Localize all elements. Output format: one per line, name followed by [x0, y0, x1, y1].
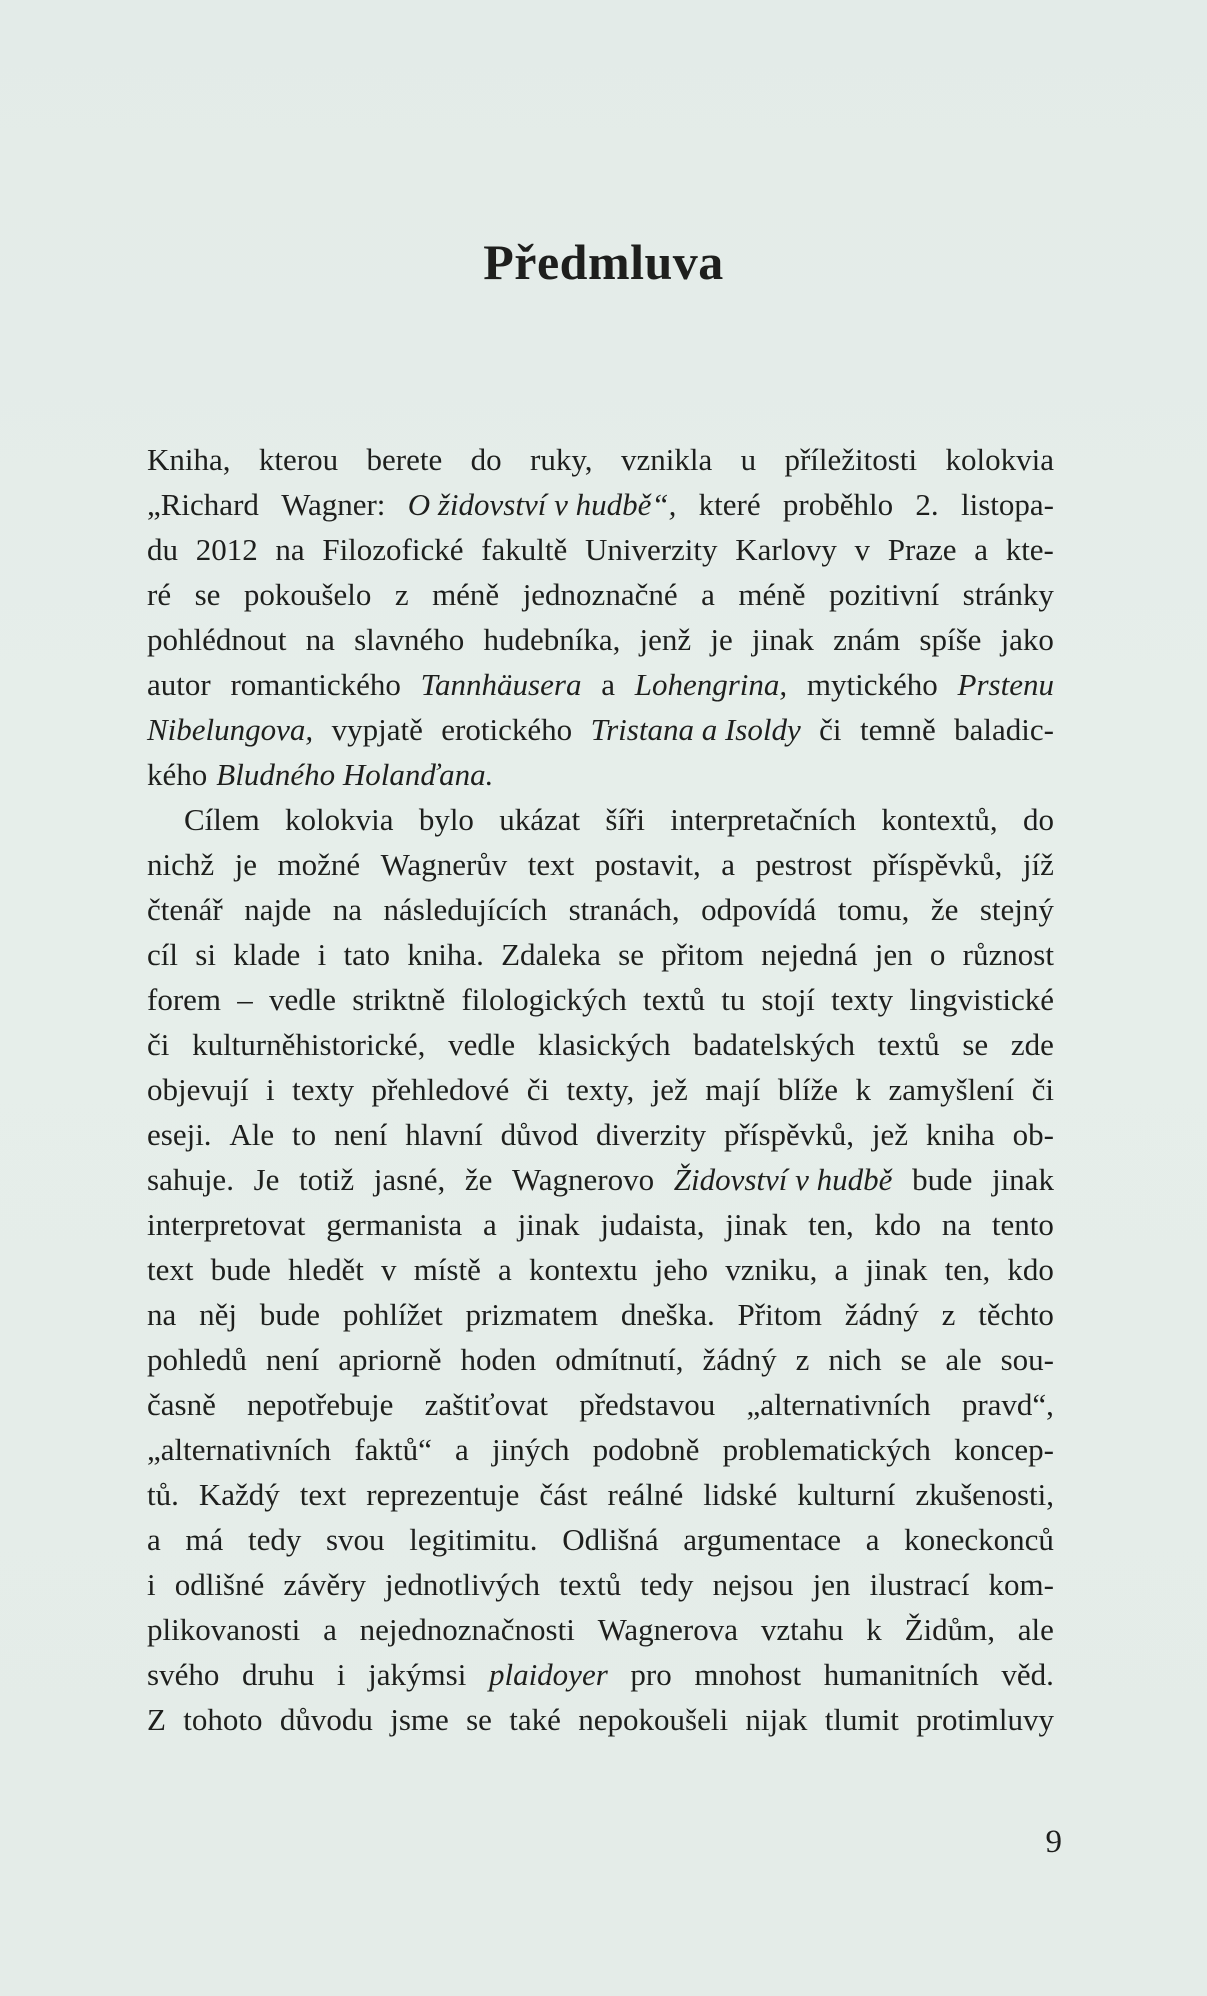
text-line	[147, 977, 1054, 1022]
word: i	[336, 1657, 346, 1692]
word: kulturní	[797, 1477, 896, 1512]
text-line	[147, 1382, 1054, 1427]
word: podobně	[592, 1432, 700, 1467]
word: následujících	[383, 892, 548, 927]
word: O židovství v hudbě“,	[407, 487, 677, 522]
word: spíše	[919, 622, 982, 657]
word: erotického	[441, 712, 573, 747]
word: na	[275, 532, 305, 567]
word: apriorně	[338, 1342, 442, 1377]
word: odpovídá	[701, 892, 817, 927]
word: totiž	[299, 1162, 355, 1197]
text-line	[147, 1292, 1054, 1337]
word: filologických	[461, 982, 627, 1017]
word: tohoto	[183, 1702, 263, 1737]
word: pro	[630, 1657, 672, 1692]
word: hoden	[460, 1342, 537, 1377]
word: o	[929, 937, 946, 972]
text-line	[147, 797, 1054, 842]
word: kontextu	[528, 1252, 638, 1287]
word: jiných	[491, 1432, 570, 1467]
word: jako	[1000, 622, 1054, 657]
word: není	[334, 1117, 388, 1152]
text-line	[147, 1337, 1054, 1382]
text-line	[147, 1427, 1054, 1472]
word: jen	[812, 1567, 851, 1602]
word: interpretačních	[670, 802, 857, 837]
word: text	[147, 1252, 194, 1287]
word: klasických	[537, 1027, 671, 1062]
word: –	[237, 982, 253, 1017]
text-line	[147, 572, 1054, 617]
word: problematických	[722, 1432, 931, 1467]
word: tů.	[147, 1477, 179, 1512]
word: jež	[651, 1072, 688, 1107]
text-line	[147, 707, 1054, 752]
word: zaštiťovat	[424, 1387, 549, 1422]
word: berete	[366, 442, 443, 477]
word: z	[394, 577, 409, 612]
word: Prstenu	[957, 667, 1054, 702]
word: diverzity	[595, 1117, 707, 1152]
word: má	[185, 1522, 224, 1557]
word: čtenář	[147, 892, 223, 927]
word: které	[698, 487, 761, 522]
text-line	[147, 1022, 1054, 1067]
word: kontextů,	[881, 802, 998, 837]
word: ukázat	[499, 802, 581, 837]
word: textů	[559, 1567, 622, 1602]
word: cíl	[147, 937, 178, 972]
word: si	[195, 937, 216, 972]
word: kdo	[1007, 1252, 1054, 1287]
word: i	[266, 1072, 275, 1107]
word: nejednoznačnosti	[359, 1612, 575, 1647]
word: mnohost	[694, 1657, 802, 1692]
word: sou-	[1000, 1342, 1054, 1377]
word: svého	[147, 1657, 220, 1692]
word: něj	[199, 1297, 237, 1332]
word: texty	[831, 982, 894, 1017]
word: kolokvia	[285, 802, 394, 837]
word: autor	[147, 667, 211, 702]
word: legitimitu.	[409, 1522, 538, 1557]
word: bude	[210, 1252, 271, 1287]
word: nepokoušeli	[578, 1702, 729, 1737]
word: stojí	[761, 982, 815, 1017]
word: příležitosti	[784, 442, 918, 477]
word: či	[1031, 1072, 1054, 1107]
word: vedle	[448, 1027, 516, 1062]
word: hudebníka,	[483, 622, 621, 657]
word: koneckonců	[904, 1522, 1054, 1557]
word: listopa-	[960, 487, 1054, 522]
word: „Richard	[147, 487, 259, 522]
text-line	[147, 617, 1054, 662]
word: reálné	[607, 1477, 684, 1512]
word: i	[147, 1567, 156, 1602]
word: objevují	[147, 1072, 249, 1107]
word: jednoznačné	[522, 577, 678, 612]
word: tedy	[247, 1522, 302, 1557]
word: i	[317, 937, 327, 972]
text-line	[147, 482, 1054, 527]
word: bude	[259, 1297, 321, 1332]
word: Židům,	[904, 1612, 995, 1647]
word: Každý	[198, 1477, 280, 1512]
word: méně	[432, 577, 500, 612]
word: Odlišná	[562, 1522, 659, 1557]
word: se	[900, 1342, 927, 1377]
word: to	[292, 1117, 317, 1152]
word: Filozofické	[322, 532, 464, 567]
word: vedle	[268, 982, 337, 1017]
word: zde	[1010, 1027, 1054, 1062]
word: Wagner:	[281, 487, 386, 522]
word: kterou	[258, 442, 339, 477]
word: 2012	[195, 532, 258, 567]
text-line	[147, 1517, 1054, 1562]
word: Cílem	[184, 802, 260, 837]
word: stranách,	[568, 892, 680, 927]
word: Přitom	[737, 1297, 822, 1332]
word: také	[509, 1702, 561, 1737]
word: odmítnutí,	[555, 1342, 684, 1377]
word: du	[147, 532, 178, 567]
word: lidské	[703, 1477, 778, 1512]
word: jinak	[991, 1162, 1054, 1197]
text-line	[147, 1202, 1054, 1247]
word: Wagnerova	[597, 1612, 739, 1647]
word: na	[305, 622, 335, 657]
word: mytického	[806, 667, 938, 702]
word: pohledů	[147, 1342, 247, 1377]
word: badatelských	[693, 1027, 855, 1062]
word: ruky,	[530, 442, 593, 477]
chapter-heading: Předmluva	[483, 233, 724, 290]
word: jasné,	[373, 1162, 446, 1197]
word: žádný	[844, 1297, 919, 1332]
word: Židovství v hudbě	[673, 1162, 893, 1197]
word: a	[721, 847, 735, 882]
word: jíž	[1022, 847, 1054, 882]
word: přitom	[661, 937, 744, 972]
word: závěry	[283, 1567, 366, 1602]
word: příspěvků,	[872, 847, 1003, 882]
word: striktně	[352, 982, 446, 1017]
word: kte-	[1005, 532, 1054, 567]
word: že	[930, 892, 959, 927]
word: přehledové	[371, 1072, 510, 1107]
word: různost	[962, 937, 1054, 972]
word: či	[147, 1027, 170, 1062]
word: eseji.	[147, 1117, 212, 1152]
word: „alternativních	[147, 1432, 332, 1467]
word: k	[855, 1072, 871, 1107]
word: tomu,	[837, 892, 910, 927]
word: časně	[147, 1387, 216, 1422]
word: jenž	[639, 622, 692, 657]
text-line	[147, 752, 1054, 797]
word: druhu	[241, 1657, 315, 1692]
word: že	[464, 1162, 493, 1197]
word: ten,	[944, 1252, 991, 1287]
word: Tristana a Isoldy	[590, 712, 801, 747]
text-line	[147, 1157, 1054, 1202]
word: jinak	[725, 1207, 788, 1242]
word: věd.	[1001, 1657, 1054, 1692]
word: Tannhäusera	[420, 667, 582, 702]
text-line	[147, 1697, 1054, 1742]
word: Je	[253, 1162, 280, 1197]
word: slavného	[354, 622, 465, 657]
word: znám	[833, 622, 901, 657]
word: šíři	[605, 802, 645, 837]
word: kom-	[988, 1567, 1054, 1602]
text-line	[147, 1607, 1054, 1652]
text-line	[147, 1112, 1054, 1157]
word: kého	[147, 757, 208, 792]
word: mají	[705, 1072, 761, 1107]
word: humanitních	[823, 1657, 979, 1692]
word: text	[527, 847, 575, 882]
word: tento	[991, 1207, 1054, 1242]
word: Zdaleka	[501, 937, 601, 972]
body-text	[147, 437, 1054, 1742]
word: z	[941, 1297, 956, 1332]
text-line	[147, 1067, 1054, 1112]
word: a	[455, 1432, 469, 1467]
word: žádný	[702, 1342, 777, 1377]
text-line	[147, 1652, 1054, 1697]
word: ale	[945, 1342, 982, 1377]
word: texty	[292, 1072, 355, 1107]
text-line	[147, 887, 1054, 932]
word: na	[332, 892, 363, 927]
word: baladic-	[954, 712, 1054, 747]
word: koncep-	[954, 1432, 1054, 1467]
word: z	[795, 1342, 810, 1377]
word: faktů“	[354, 1432, 432, 1467]
word: Kniha,	[147, 442, 231, 477]
word: kolokvia	[945, 442, 1054, 477]
word: a	[147, 1522, 161, 1557]
word: pohlédnout	[147, 622, 287, 657]
word: najde	[244, 892, 312, 927]
text-line	[147, 1472, 1054, 1517]
word: a	[701, 577, 715, 612]
word: Univerzity	[584, 532, 718, 567]
word: textů	[642, 982, 705, 1017]
word: možné	[277, 847, 361, 882]
text-line	[147, 437, 1054, 482]
word: vztahu	[760, 1612, 844, 1647]
word: germanista	[326, 1207, 463, 1242]
word: se	[618, 937, 644, 972]
word: forem	[147, 982, 222, 1017]
word: interpretovat	[147, 1207, 306, 1242]
word: Lohengrina,	[634, 667, 788, 702]
word: na	[147, 1297, 177, 1332]
word: zkušenosti,	[915, 1477, 1054, 1512]
text-line	[147, 1562, 1054, 1607]
word: „alternativních	[746, 1387, 931, 1422]
word: 2.	[915, 487, 939, 522]
word: představou	[579, 1387, 716, 1422]
word: v	[381, 1252, 397, 1287]
word: pohlížet	[342, 1297, 443, 1332]
word: jež	[871, 1117, 909, 1152]
word: temně	[859, 712, 936, 747]
page-number: 9	[1045, 1824, 1062, 1860]
word: hlavní	[405, 1117, 483, 1152]
word: Karlovy	[735, 532, 837, 567]
word: nichž	[147, 847, 215, 882]
word: jednotlivých	[385, 1567, 541, 1602]
word: svou	[325, 1522, 385, 1557]
word: jinak	[865, 1252, 928, 1287]
word: k	[866, 1612, 882, 1647]
word: vzniku,	[725, 1252, 818, 1287]
word: a	[498, 1252, 512, 1287]
word: argumentace	[683, 1522, 842, 1557]
word: a	[865, 1522, 880, 1557]
word: část	[539, 1477, 588, 1512]
word: do	[470, 442, 502, 477]
word: jinak	[517, 1207, 580, 1242]
word: tlumit	[824, 1702, 899, 1737]
word: kniha.	[407, 937, 484, 972]
word: Praze	[887, 532, 957, 567]
word: protimluvy	[916, 1702, 1054, 1737]
word: místě	[413, 1252, 481, 1287]
word: kniha	[925, 1117, 995, 1152]
word: se	[194, 577, 221, 612]
word: plaidoyer	[488, 1657, 608, 1692]
word: a	[483, 1207, 497, 1242]
text-line	[147, 842, 1054, 887]
word: bylo	[418, 802, 474, 837]
text-line	[147, 932, 1054, 977]
word: bude	[912, 1162, 973, 1197]
word: u	[740, 442, 757, 477]
word: stejný	[979, 892, 1054, 927]
word: textů	[877, 1027, 940, 1062]
text-line	[147, 662, 1054, 707]
word: proběhlo	[782, 487, 894, 522]
word: pokoušelo	[243, 577, 372, 612]
word: tato	[343, 937, 390, 972]
word: či	[819, 712, 842, 747]
word: klade	[233, 937, 301, 972]
word: a	[834, 1252, 849, 1287]
word: ten,	[808, 1207, 854, 1242]
word: romantického	[230, 667, 401, 702]
word: není	[265, 1342, 320, 1377]
word: dneška.	[620, 1297, 715, 1332]
word: plikovanosti	[147, 1612, 301, 1647]
word: pozitivní	[828, 577, 940, 612]
text-line	[147, 1247, 1054, 1292]
word: jsme	[390, 1702, 449, 1737]
word: sahuje.	[147, 1162, 234, 1197]
word: Wagnerův	[380, 847, 508, 882]
word: důvod	[500, 1117, 579, 1152]
word: ilustrací	[869, 1567, 970, 1602]
word: méně	[738, 577, 806, 612]
word: prizmatem	[465, 1297, 599, 1332]
word: a	[974, 532, 988, 567]
word: jeho	[654, 1252, 709, 1287]
word: na	[941, 1207, 972, 1242]
word: odlišné	[174, 1567, 265, 1602]
word: nejsou	[712, 1567, 794, 1602]
word: nijak	[745, 1702, 808, 1737]
word: Nibelungova,	[147, 712, 314, 747]
word: ale	[1017, 1612, 1054, 1647]
word: a	[323, 1612, 337, 1647]
word: a	[601, 667, 615, 702]
word: tedy	[640, 1567, 694, 1602]
word: texty,	[566, 1072, 635, 1107]
word: nejedná	[761, 937, 858, 972]
word: nepotřebuje	[247, 1387, 394, 1422]
word: se	[466, 1702, 492, 1737]
word: hledět	[288, 1252, 364, 1287]
text-line	[147, 527, 1054, 572]
word: je	[234, 847, 258, 882]
word: či	[526, 1072, 550, 1107]
word: pravd“,	[961, 1387, 1054, 1422]
word: fakultě	[481, 532, 568, 567]
word: vypjatě	[331, 712, 423, 747]
word: jinak	[751, 622, 814, 657]
word: Z	[147, 1702, 166, 1737]
word: ré	[147, 577, 172, 612]
word: do	[1022, 802, 1054, 837]
word: kulturněhistorické,	[192, 1027, 426, 1062]
word: v	[854, 532, 871, 567]
word: tu	[721, 982, 746, 1017]
word: stránky	[962, 577, 1054, 612]
word: lingvistické	[909, 982, 1054, 1017]
word: se	[962, 1027, 989, 1062]
word: nich	[828, 1342, 882, 1377]
word: je	[710, 622, 733, 657]
word: kdo	[874, 1207, 922, 1242]
word: text	[299, 1477, 347, 1512]
word: těchto	[978, 1297, 1054, 1332]
word: vznikla	[620, 442, 713, 477]
word: postavit,	[594, 847, 701, 882]
word: reprezentuje	[366, 1477, 520, 1512]
word: Ale	[229, 1117, 275, 1152]
word: ob-	[1012, 1117, 1054, 1152]
word: příspěvků,	[724, 1117, 855, 1152]
word: jakýmsi	[368, 1657, 467, 1692]
word: judaista,	[600, 1207, 705, 1242]
word: Wagnerovo	[512, 1162, 655, 1197]
word: Bludného Holanďana.	[216, 757, 494, 792]
word: blíže	[777, 1072, 839, 1107]
word: jen	[874, 937, 913, 972]
word: zamyšlení	[888, 1072, 1015, 1107]
word: pestrost	[755, 847, 852, 882]
word: důvodu	[279, 1702, 373, 1737]
